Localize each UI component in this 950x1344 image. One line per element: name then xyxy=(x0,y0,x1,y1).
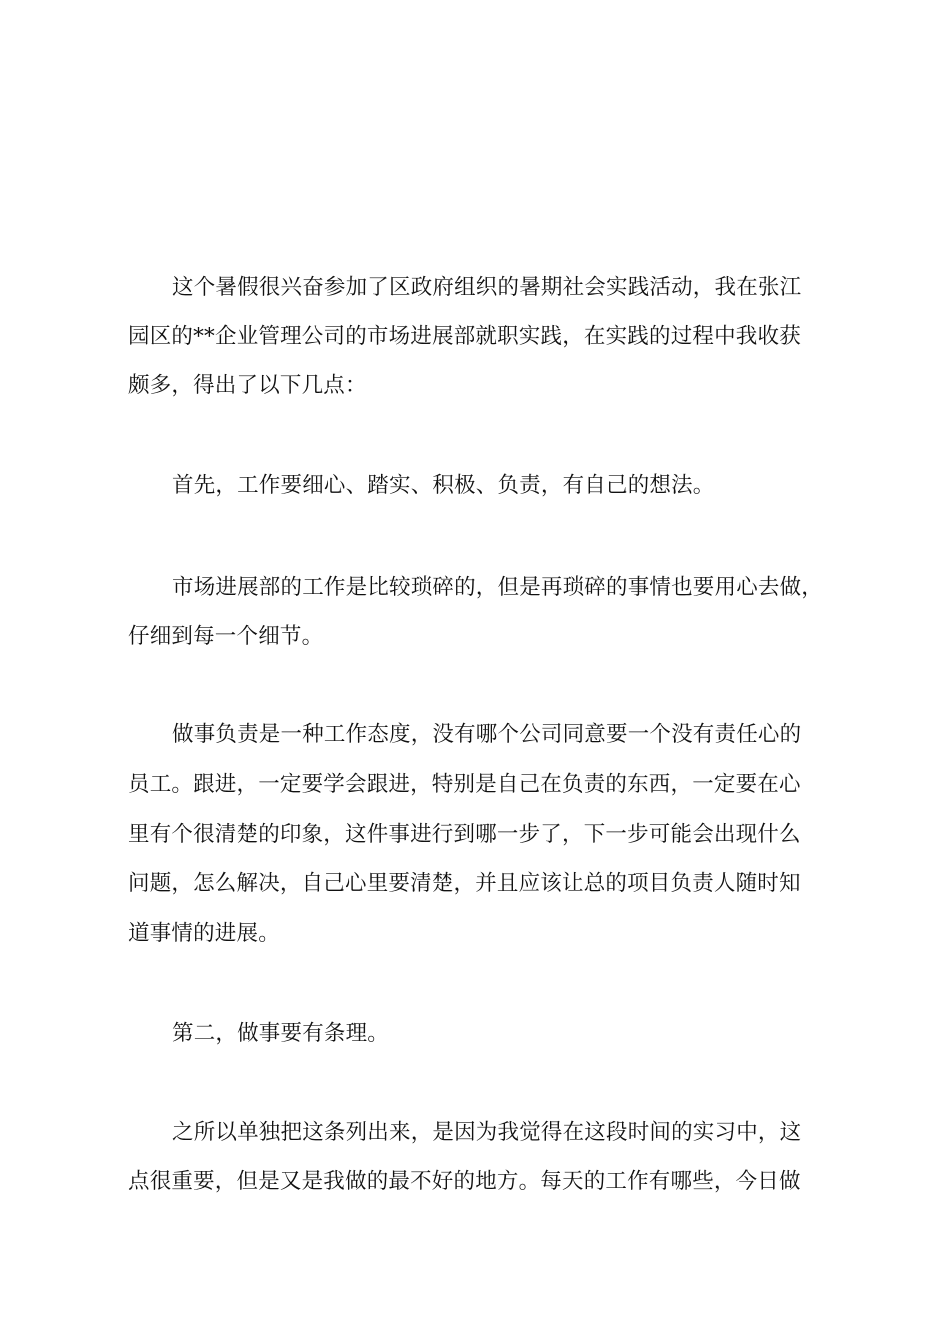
paragraph-line: 颇多，得出了以下几点： xyxy=(128,373,367,398)
paragraph-line: 员工。跟进，一定要学会跟进，特别是自己在负责的东西，一定要在心 xyxy=(128,772,801,797)
paragraph-line: 园区的**企业管理公司的市场进展部就职实践，在实践的过程中我收获 xyxy=(128,324,801,349)
paragraph-line: 这个暑假很兴奋参加了区政府组织的暑期社会实践活动，我在张江 xyxy=(172,275,802,300)
paragraph-line: 道事情的进展。 xyxy=(128,921,280,946)
paragraph-line: 首先，工作要细心、踏实、积极、负责，有自己的想法。 xyxy=(172,473,715,498)
paragraph-line: 点很重要，但是又是我做的最不好的地方。每天的工作有哪些，今日做 xyxy=(128,1169,801,1194)
paragraph-line: 仔细到每一个细节。 xyxy=(128,624,324,649)
paragraph-line: 做事负责是一种工作态度，没有哪个公司同意要一个没有责任心的 xyxy=(172,722,802,747)
paragraph-line: 第二，做事要有条理。 xyxy=(172,1021,390,1046)
paragraph-line: 之所以单独把这条列出来，是因为我觉得在这段时间的实习中，这 xyxy=(172,1120,802,1145)
paragraph-line: 问题，怎么解决，自己心里要清楚，并且应该让总的项目负责人随时知 xyxy=(128,871,801,896)
paragraph-line: 市场进展部的工作是比较琐碎的，但是再琐碎的事情也要用心去做， xyxy=(172,575,824,600)
paragraph-line: 里有个很清楚的印象，这件事进行到哪一步了，下一步可能会出现什么 xyxy=(128,822,801,847)
